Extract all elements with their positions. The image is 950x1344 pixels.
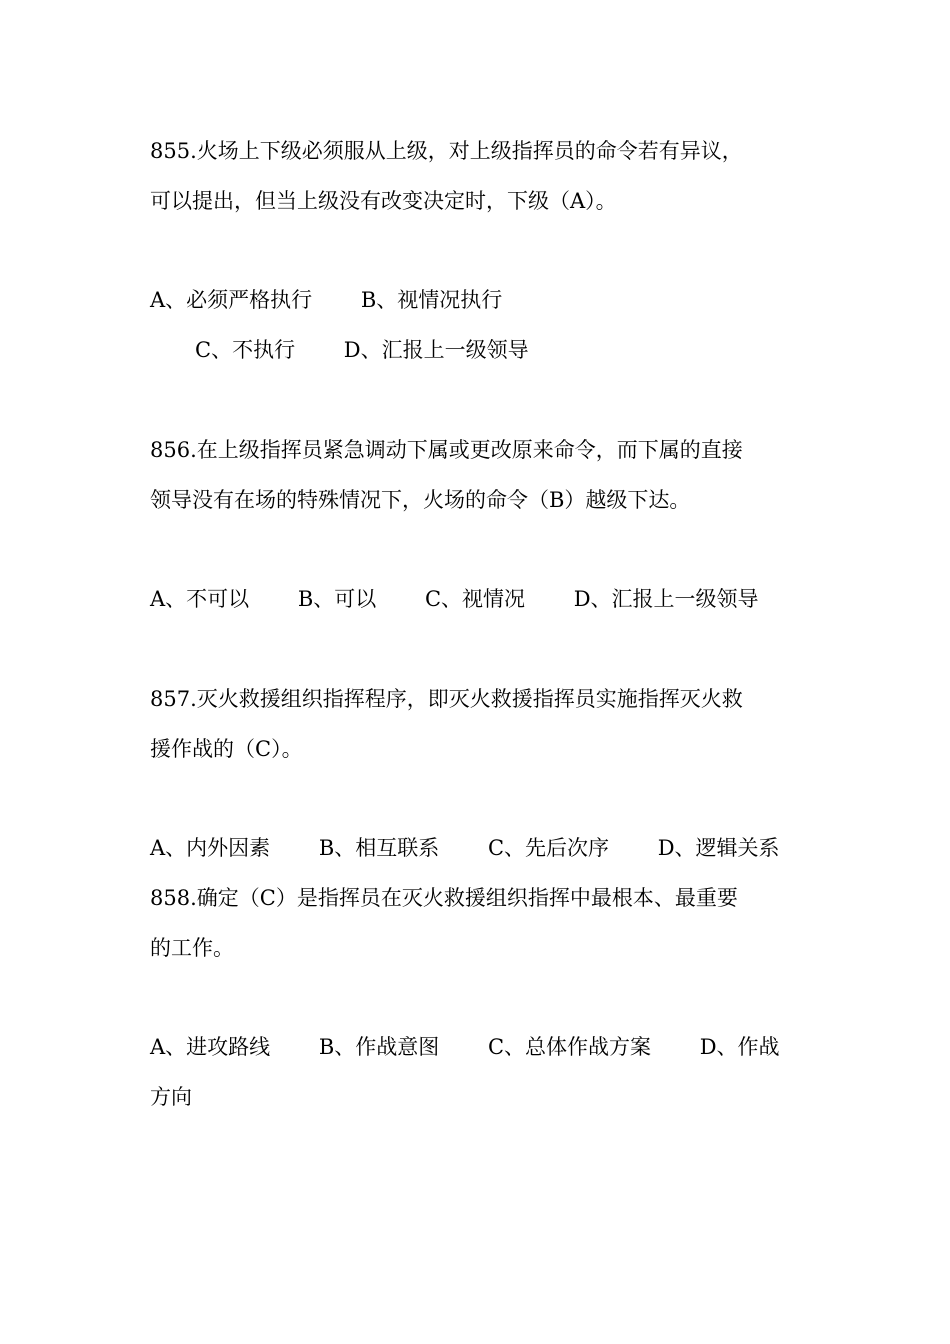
- q858-stem-line-1: 858.确定（C）是指挥员在灭火救援组织指挥中最根本、最重要: [150, 886, 738, 910]
- q855-stem-line-2: 可以提出，但当上级没有改变决定时，下级（A）。: [150, 189, 617, 213]
- q857-stem-line-1: 857.灭火救援组织指挥程序，即灭火救援指挥员实施指挥灭火救: [150, 687, 743, 711]
- q858-stem-line-2: 的工作。: [150, 936, 234, 960]
- q857-stem-line-2: 援作战的（C）。: [150, 737, 303, 761]
- q856-stem-line-1: 856.在上级指挥员紧急调动下属或更改原来命令，而下属的直接: [150, 438, 743, 462]
- q855-options-line-1: A、必须严格执行 B、视情况执行: [150, 288, 503, 312]
- q855-stem-line-1: 855.火场上下级必须服从上级，对上级指挥员的命令若有异议，: [150, 139, 743, 163]
- q858-options-line-2: 方向: [150, 1085, 192, 1109]
- q857-options-line-1: A、内外因素 B、相互联系 C、先后次序 D、逻辑关系: [150, 836, 780, 860]
- q856-options-line-1: A、不可以 B、可以 C、视情况 D、汇报上一级领导: [150, 587, 759, 611]
- q855-options-line-2: C、不执行 D、汇报上一级领导: [195, 338, 529, 362]
- q858-options-line-1: A、进攻路线 B、作战意图 C、总体作战方案 D、作战: [150, 1035, 780, 1059]
- q856-stem-line-2: 领导没有在场的特殊情况下，火场的命令（B）越级下达。: [150, 488, 691, 512]
